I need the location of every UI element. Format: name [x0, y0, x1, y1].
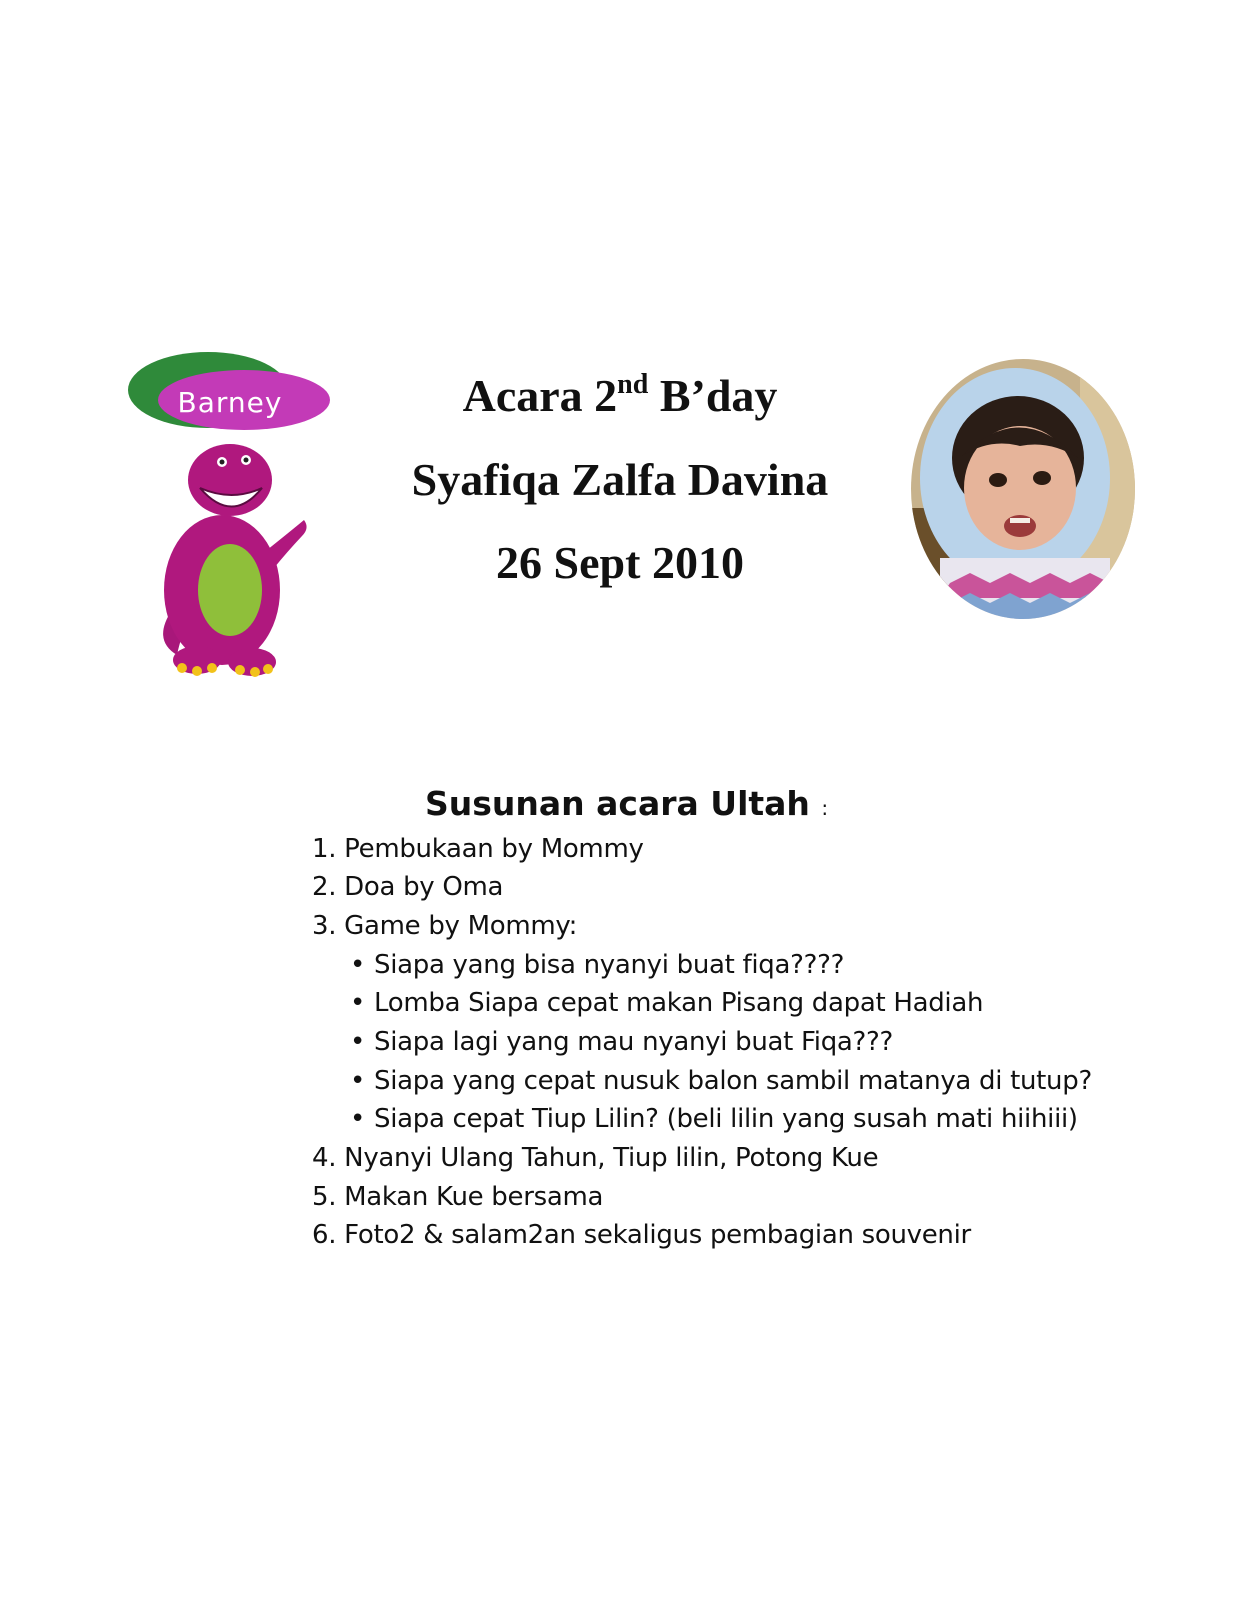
list-item: 5. Makan Kue bersama: [312, 1182, 604, 1212]
game-item: • Lomba Siapa cepat makan Pisang dapat Hadiah: [350, 988, 984, 1018]
list-item: 1. Pembukaan by Mommy: [312, 834, 644, 864]
event-title: Acara 2nd B’day: [462, 369, 778, 421]
list-item: 3. Game by Mommy:: [312, 911, 578, 941]
event-date: 26 Sept 2010: [496, 537, 744, 588]
barney-dinosaur-image: [152, 440, 312, 680]
list-item: 2. Doa by Oma: [312, 872, 504, 902]
game-item: • Siapa yang cepat nusuk balon sambil matanya di tutup?: [350, 1066, 1092, 1096]
child-name: Syafiqa Zalfa Davina: [411, 454, 829, 505]
game-item: • Siapa cepat Tiup Lilin? (beli lilin yang susah mati hiihiii): [350, 1104, 1078, 1134]
program-heading: Susunan acara Ultah :: [425, 784, 829, 823]
game-item: • Siapa yang bisa nyanyi buat fiqa????: [350, 950, 845, 980]
child-photo: [910, 358, 1136, 620]
game-item: • Siapa lagi yang mau nyanyi buat Fiqa???: [350, 1027, 894, 1057]
barney-logo-text: Barney: [177, 386, 283, 419]
list-item: 6. Foto2 & salam2an sekaligus pembagian souvenir: [312, 1220, 971, 1250]
list-item: 4. Nyanyi Ulang Tahun, Tiup lilin, Potong Kue: [312, 1143, 879, 1173]
